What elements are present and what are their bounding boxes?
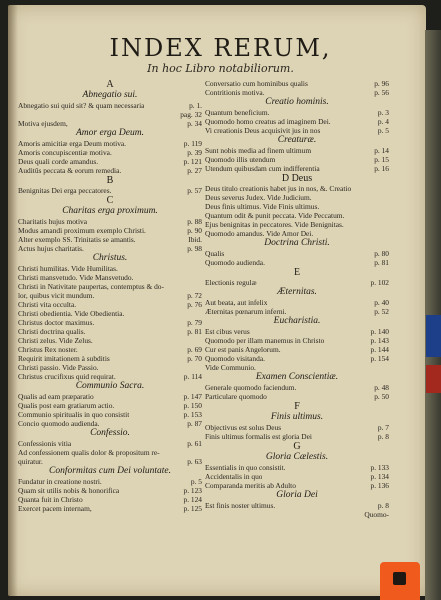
index-entry xyxy=(18,327,202,336)
index-entry xyxy=(18,419,202,428)
entry-text: Generale quomodo faciendum. xyxy=(205,383,297,392)
index-entry xyxy=(205,155,389,164)
entry-text: Communio spiritualis in quo consistit xyxy=(18,410,130,419)
index-entry xyxy=(205,463,389,472)
index-entry xyxy=(205,307,389,316)
entry-text: Benignitas Dei erga peccatores. xyxy=(18,186,112,195)
entry-heading: Christus. xyxy=(92,253,128,263)
index-entry xyxy=(205,193,389,202)
page-number: p. 102 xyxy=(370,278,389,287)
index-entry xyxy=(205,126,389,135)
page-number: p. 16 xyxy=(374,164,389,173)
index-entry xyxy=(205,79,389,88)
index-entry xyxy=(18,354,202,363)
entry-heading: Doctrina Christi. xyxy=(264,238,330,248)
page-number: p. 4 xyxy=(377,117,389,126)
page-number: p. 63 xyxy=(187,457,202,466)
entry-text: Accidentalis in quo xyxy=(205,472,263,481)
page-number: p. 81 xyxy=(374,258,389,267)
entry-text: Exercet pacem internam, xyxy=(18,504,92,513)
page-number: p. 136 xyxy=(370,481,389,490)
page-number: p. 5 xyxy=(190,477,202,486)
page-number: p. 147 xyxy=(183,392,202,401)
index-entry xyxy=(18,495,202,504)
index-entry xyxy=(18,439,202,448)
index-entry xyxy=(18,235,202,244)
page-number: p. 90 xyxy=(187,226,202,235)
entry-text: Abnegatio sui quid sit? & quam necessaria xyxy=(18,101,145,110)
entry-text: Christi passio. Vide Passio. xyxy=(18,363,99,372)
index-entry xyxy=(205,383,389,392)
entry-text: lor, quibus vicit mundum. xyxy=(18,291,95,300)
index-entry xyxy=(205,229,389,238)
blue-tab-marker xyxy=(426,315,441,357)
section-letter: B xyxy=(106,175,114,186)
page-number: p. 70 xyxy=(187,354,202,363)
entry-text: Quomodo homo creatus ad imaginem Dei. xyxy=(205,117,331,126)
page-number: p. 121 xyxy=(183,157,202,166)
entry-text: Deus finis ultimus. Vide Finis ultimus. xyxy=(205,202,320,211)
entry-text: Requirit imitationem à subditis xyxy=(18,354,110,363)
entry-text: Conversatio cum hominibus qualis xyxy=(205,79,308,88)
index-entry xyxy=(205,249,389,258)
page-number: p. 140 xyxy=(370,327,389,336)
section-letter: D Deus xyxy=(281,173,313,184)
entry-text: Aut beata, aut infelix xyxy=(205,298,268,307)
index-entry xyxy=(18,477,202,486)
entry-text: Comparanda meritis ab Adulto xyxy=(205,481,296,490)
entry-text: Contritionis motiva. xyxy=(205,88,265,97)
index-entry xyxy=(18,166,202,175)
page-number: p. 154 xyxy=(370,354,389,363)
index-entry xyxy=(205,258,389,267)
index-entry xyxy=(18,336,202,345)
index-entry xyxy=(18,457,202,466)
index-entry xyxy=(205,327,389,336)
entry-heading: Charitas erga proximum. xyxy=(62,206,158,216)
entry-text: Modus amandi proximum exemplo Christi. xyxy=(18,226,146,235)
page-number: p. 52 xyxy=(374,307,389,316)
page-number: p. 153 xyxy=(183,410,202,419)
entry-text: Charitatis hujus motiva xyxy=(18,217,87,226)
page-number: p. 8 xyxy=(377,501,389,510)
entry-heading: Confessio. xyxy=(90,428,130,438)
entry-text: Quomodo audienda. xyxy=(205,258,265,267)
page-number: p. 124 xyxy=(183,495,202,504)
entry-text: Motiva ejusdem, xyxy=(18,119,68,128)
index-entry xyxy=(18,309,202,318)
index-entry xyxy=(18,318,202,327)
page-number: p. 134 xyxy=(370,472,389,481)
page-number: p. 87 xyxy=(187,419,202,428)
entry-heading: Conformitas cum Dei voluntate. xyxy=(49,466,171,476)
entry-text: Confessionis vitia xyxy=(18,439,72,448)
index-entry xyxy=(205,423,389,432)
entry-text: Christus doctor maximus. xyxy=(18,318,95,327)
entry-text: Actus hujus charitatis. xyxy=(18,244,84,253)
entry-heading: Amor erga Deum. xyxy=(76,128,144,138)
entry-text: Christi in Nativitate paupertas, contemptus & do- xyxy=(18,282,164,291)
entry-text: Qualis ad eam præparatio xyxy=(18,392,94,401)
entry-text: Utendum quibusdam cum indifferentia xyxy=(205,164,320,173)
page-number: p. 56 xyxy=(374,88,389,97)
entry-text: Quantum odit & punit peccata. Vide Peccatum. xyxy=(205,211,345,220)
section-letter: A xyxy=(106,79,114,90)
entry-text: Deus titulo creationis habet jus in nos, &. Creatio xyxy=(205,184,352,193)
page-number: p. 150 xyxy=(183,401,202,410)
index-entry xyxy=(18,291,202,300)
entry-text: Objectivus est solus Deus xyxy=(205,423,282,432)
page-title: INDEX RERUM, xyxy=(109,34,332,62)
index-entry xyxy=(18,448,202,457)
section-letter: E xyxy=(293,267,301,278)
entry-text: Fundatur in creatione nostri. xyxy=(18,477,102,486)
index-entry xyxy=(205,345,389,354)
entry-text: Quomodo visitanda. xyxy=(205,354,265,363)
entry-heading: Gloria Dei xyxy=(276,490,318,500)
entry-text: Est cibus verus xyxy=(205,327,250,336)
page-number: p. 133 xyxy=(370,463,389,472)
entry-heading: Examen Conscientiæ. xyxy=(255,372,339,382)
index-entry xyxy=(18,486,202,495)
page-number: Quomo- xyxy=(364,510,389,519)
page-number: p. 3 xyxy=(377,108,389,117)
page-number: p. 14 xyxy=(374,146,389,155)
index-entry xyxy=(205,117,389,126)
page-number: p. 50 xyxy=(374,392,389,401)
index-entry xyxy=(205,164,389,173)
entry-text: Christi mansvetudo. Vide Mansvetudo. xyxy=(18,273,134,282)
page-number: p. 79 xyxy=(187,318,202,327)
entry-text: Amoris amicitiæ erga Deum motiva. xyxy=(18,139,127,148)
entry-heading: Eucharistia. xyxy=(273,316,321,326)
entry-text: Ad confessionem qualis dolor & propositum re- xyxy=(18,448,160,457)
index-entry xyxy=(205,336,389,345)
entry-text: Christus crucifixus quid requirat. xyxy=(18,372,116,381)
index-entry xyxy=(205,363,389,372)
entry-heading: Æternitas. xyxy=(277,287,317,297)
page-number: p. 98 xyxy=(187,244,202,253)
entry-heading: Finis ultimus. xyxy=(270,412,324,422)
page-number: p. 15 xyxy=(374,155,389,164)
page-number: p. 88 xyxy=(187,217,202,226)
entry-text: Quantum beneficium. xyxy=(205,108,270,117)
index-entry xyxy=(205,278,389,287)
entry-text: Alter exemplo SS. Trinitatis se amantis. xyxy=(18,235,136,244)
page-number: p. 81 xyxy=(187,327,202,336)
section-letter: F xyxy=(294,401,300,412)
entry-text: Christus Rex noster. xyxy=(18,345,78,354)
index-entry xyxy=(18,392,202,401)
index-entry xyxy=(18,110,202,119)
page-number: p. 57 xyxy=(187,186,202,195)
entry-text: Amoris concupiscentiæ motiva. xyxy=(18,148,112,157)
entry-text: Deus severus Judex. Vide Judicium. xyxy=(205,193,312,202)
entry-text: Ejus benignitas in peccatores. Vide Benignitas. xyxy=(205,220,344,229)
entry-text: Qualis xyxy=(205,249,225,258)
red-tab-marker xyxy=(426,365,441,393)
index-entry xyxy=(18,282,202,291)
page-number: p. 72 xyxy=(187,291,202,300)
index-entry xyxy=(205,184,389,193)
entry-text: Vide Communio. xyxy=(205,363,256,372)
section-letter: G xyxy=(293,441,301,452)
index-entry xyxy=(18,401,202,410)
index-column-right xyxy=(205,79,389,519)
page-number: p. 5 xyxy=(377,126,389,135)
page-number: p. 123 xyxy=(183,486,202,495)
index-entry xyxy=(205,220,389,229)
index-entry xyxy=(18,226,202,235)
entry-heading: Creatio hominis. xyxy=(265,97,329,107)
page-number: p. 1. xyxy=(189,101,202,110)
page-number: p. 34 xyxy=(187,119,202,128)
entry-text: Æternitas pœnarum inferni. xyxy=(205,307,287,316)
page-number: p. 119 xyxy=(183,139,202,148)
index-entry xyxy=(18,119,202,128)
entry-heading: Gloria Cælestis. xyxy=(265,452,329,462)
section-letter: C xyxy=(106,195,114,206)
page-subtitle: In hoc Libro notabiliorum. xyxy=(147,62,294,75)
page-number: p. 8 xyxy=(377,432,389,441)
page-number: p. 76 xyxy=(187,300,202,309)
entry-text: Christi doctrina qualis. xyxy=(18,327,86,336)
entry-text: Deus quali corde amandus. xyxy=(18,157,99,166)
index-entry xyxy=(205,88,389,97)
index-entry xyxy=(205,108,389,117)
index-entry xyxy=(205,501,389,510)
page-number: p. 125 xyxy=(183,504,202,513)
index-entry xyxy=(18,345,202,354)
index-entry xyxy=(205,211,389,220)
index-entry xyxy=(18,372,202,381)
entry-text: Est finis noster ultimus. xyxy=(205,501,276,510)
index-entry xyxy=(205,354,389,363)
index-entry xyxy=(205,202,389,211)
entry-text: Concio quomodo audienda. xyxy=(18,419,100,428)
index-entry xyxy=(18,186,202,195)
entry-text: Finis ultimus formalis est gloria Dei xyxy=(205,432,312,441)
entry-text: Quomodo illis utendum xyxy=(205,155,276,164)
entry-text: quiratur. xyxy=(18,457,43,466)
entry-text: Christi zelus. Vide Zelus. xyxy=(18,336,93,345)
index-entry xyxy=(205,472,389,481)
entry-text: Christi vita occulta. xyxy=(18,300,77,309)
entry-text: Essentialis in quo consistit. xyxy=(205,463,286,472)
page-number: pag. 32 xyxy=(180,110,202,119)
index-column-left xyxy=(18,79,202,513)
entry-text: Quanta fuit in Christo xyxy=(18,495,83,504)
page-number: p. 143 xyxy=(370,336,389,345)
entry-heading: Abnegatio sui. xyxy=(82,90,138,100)
index-entry xyxy=(18,139,202,148)
index-entry xyxy=(18,300,202,309)
page-number: p. 48 xyxy=(374,383,389,392)
index-entry xyxy=(18,410,202,419)
index-entry xyxy=(205,146,389,155)
entry-text: Auditûs peccata & eorum remedia. xyxy=(18,166,122,175)
entry-text: Christi humilitas. Vide Humilitas. xyxy=(18,264,118,273)
page-number: p. 144 xyxy=(370,345,389,354)
index-entry xyxy=(18,157,202,166)
page-number: p. 7 xyxy=(377,423,389,432)
index-entry xyxy=(18,363,202,372)
index-entry xyxy=(205,432,389,441)
entry-text: Electionis regulæ xyxy=(205,278,257,287)
page-number: p. 96 xyxy=(374,79,389,88)
entry-heading: Creaturæ. xyxy=(277,135,317,145)
index-entry xyxy=(18,244,202,253)
page-number: p. 114 xyxy=(183,372,202,381)
entry-text: Cur est panis Angelorum. xyxy=(205,345,281,354)
page-number: p. 27 xyxy=(187,166,202,175)
index-entry xyxy=(205,298,389,307)
index-entry xyxy=(18,148,202,157)
entry-heading: Communio Sacra. xyxy=(75,381,145,391)
index-entry xyxy=(205,510,389,519)
entry-text: Vi creationis Deus acquisivit jus in nos xyxy=(205,126,321,135)
index-entry xyxy=(18,264,202,273)
entry-text: Christi obedientia. Vide Obedientia. xyxy=(18,309,125,318)
index-entry xyxy=(205,392,389,401)
entry-text: Qualis post eam gratiarum actio. xyxy=(18,401,115,410)
entry-text: Particulare quomodo xyxy=(205,392,267,401)
page-number: p. 80 xyxy=(374,249,389,258)
page-number: p. 61 xyxy=(187,439,202,448)
page-number: p. 39 xyxy=(187,148,202,157)
index-entry xyxy=(18,217,202,226)
entry-text: Sunt nobis media ad finem ultimum xyxy=(205,146,312,155)
entry-text: Quomodo per illam manemus in Christo xyxy=(205,336,325,345)
entry-text: Quomodo amandus. Vide Amor Dei. xyxy=(205,229,314,238)
index-entry xyxy=(18,504,202,513)
page-number: Ibid. xyxy=(188,235,202,244)
spine-shadow xyxy=(8,5,18,596)
orange-clip xyxy=(380,562,420,600)
index-entry xyxy=(205,481,389,490)
page-number: p. 69 xyxy=(187,345,202,354)
entry-text: Quam sit utilis nobis & honorifica xyxy=(18,486,120,495)
index-entry xyxy=(18,273,202,282)
index-entry xyxy=(18,101,202,110)
page-number: p. 40 xyxy=(374,298,389,307)
